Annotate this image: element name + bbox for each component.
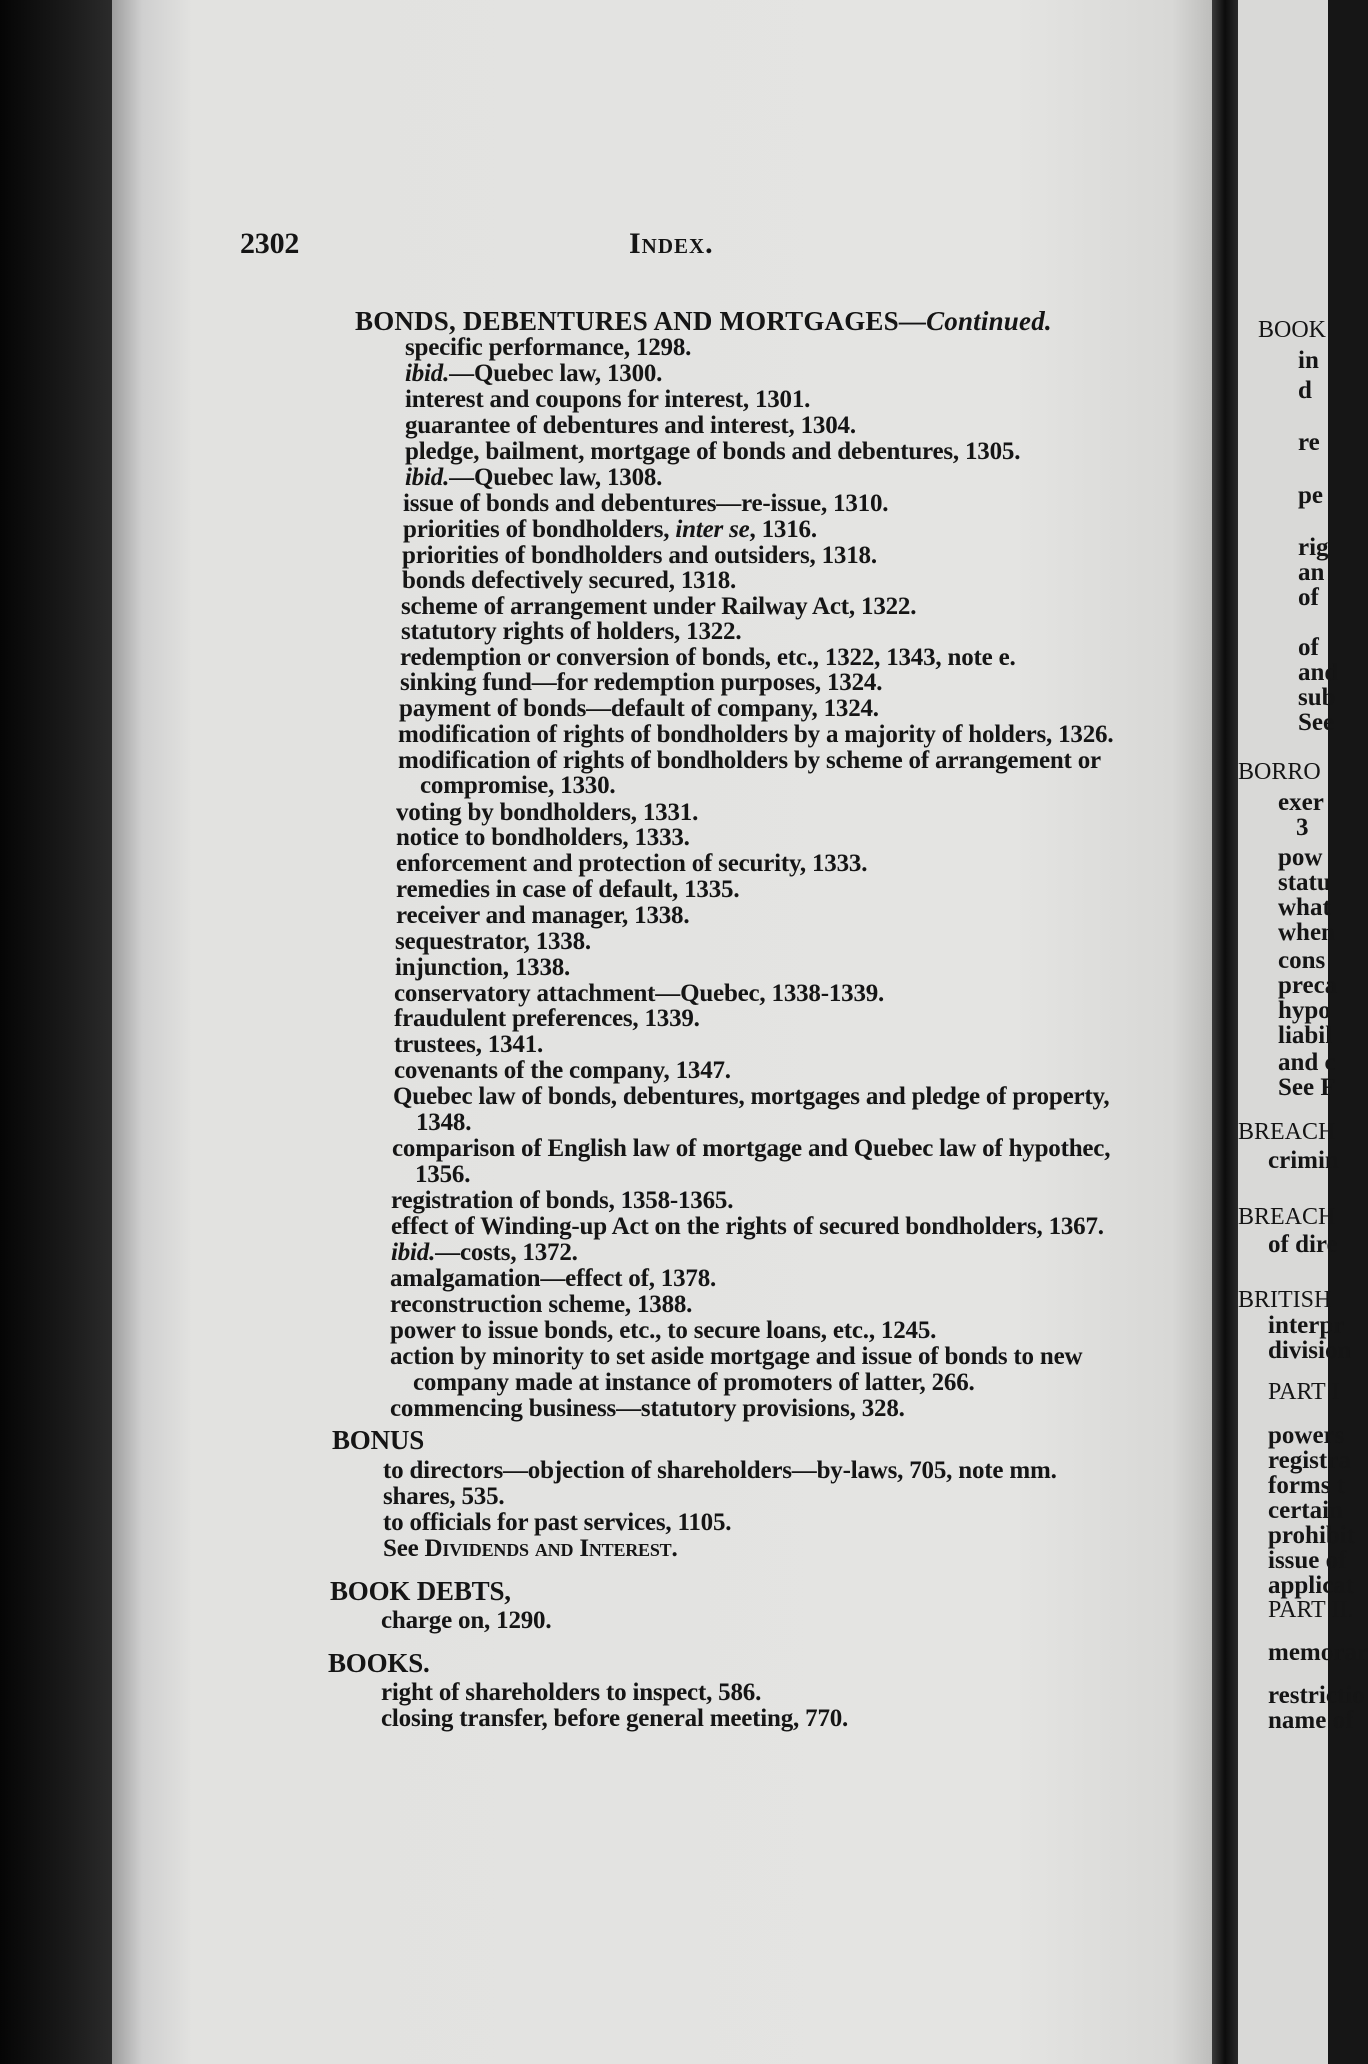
index-entry: notice to bondholders, 1333. <box>396 824 690 851</box>
index-entry: Quebec law of bonds, debentures, mortgages and pledge of property, <box>393 1083 1110 1110</box>
facing-page-fragment: and <box>1298 659 1339 686</box>
index-entry: statutory rights of holders, 1322. <box>401 618 742 645</box>
facing-page-fragment: pow <box>1278 844 1323 871</box>
index-entry: effect of Winding-up Act on the rights of secured bondholders, 1367. <box>391 1213 1104 1240</box>
facing-page-fragment: See F <box>1278 1074 1336 1101</box>
index-entry: ibid.—Quebec law, 1300. <box>405 360 663 387</box>
facing-page-fragment: powers <box>1268 1422 1345 1449</box>
facing-page-fragment: of <box>1298 584 1319 611</box>
index-entry: redemption or conversion of bonds, etc., 1322, 1343, note e. <box>400 644 1016 671</box>
facing-page <box>1238 0 1368 2064</box>
facing-page-fragment: and c <box>1278 1049 1336 1076</box>
index-entry: conservatory attachment—Quebec, 1338-1339. <box>394 980 885 1007</box>
facing-page-fragment: registra <box>1268 1447 1351 1474</box>
index-entry: charge on, 1290. <box>381 1607 552 1634</box>
facing-page-fragment: BREACH <box>1238 1119 1336 1145</box>
index-entry: injunction, 1338. <box>395 954 571 981</box>
facing-page-fragment: pe <box>1298 482 1323 509</box>
facing-page-fragment: rig <box>1298 534 1329 561</box>
index-entry: right of shareholders to inspect, 586. <box>381 1679 762 1706</box>
facing-page-fragment: re <box>1298 429 1320 456</box>
index-entry: commencing business—statutory provisions, 328. <box>390 1395 905 1422</box>
index-entry: to directors—objection of shareholders—by-laws, 705, note mm. <box>383 1457 1057 1484</box>
index-entry: sinking fund—for redemption purposes, 1324. <box>400 669 883 696</box>
index-entry: fraudulent preferences, 1339. <box>394 1005 700 1032</box>
facing-page-fragment: what <box>1278 894 1331 921</box>
index-entry: remedies in case of default, 1335. <box>396 876 740 903</box>
facing-page-fragment: an <box>1298 559 1325 586</box>
facing-page-fragment: hypo <box>1278 997 1331 1024</box>
facing-page-fragment: when <box>1278 919 1335 946</box>
index-entry: amalgamation—effect of, 1378. <box>390 1265 717 1292</box>
section-heading-bonus: BONUS <box>332 1425 425 1455</box>
facing-page-fragment: BRITISH <box>1238 1287 1332 1313</box>
facing-page-fragment: name of <box>1268 1707 1354 1734</box>
facing-page-fragment: interpr <box>1268 1312 1345 1339</box>
section-heading-books: BOOKS. <box>328 1648 430 1678</box>
index-entry: modification of rights of bondholders by a majority of holders, 1326. <box>398 721 1114 748</box>
index-entry: priorities of bondholders, inter se, 1316. <box>403 516 817 543</box>
index-entry: ibid.—Quebec law, 1308. <box>405 464 663 491</box>
index-entry: pledge, bailment, mortgage of bonds and debentures, 1305. <box>405 438 1021 465</box>
index-entry: trustees, 1341. <box>394 1031 544 1058</box>
index-entry: closing transfer, before general meeting, 770. <box>381 1705 849 1732</box>
facing-page-fragment: sub <box>1298 684 1336 711</box>
index-entry: shares, 535. <box>383 1483 505 1510</box>
facing-page-fragment: PART I <box>1268 1379 1340 1405</box>
facing-page-fragment: liabil <box>1278 1022 1333 1049</box>
facing-page-fragment: PART II. <box>1268 1597 1354 1623</box>
facing-page-fragment: BREACH <box>1238 1204 1336 1230</box>
section-heading-bonds: BONDS, DEBENTURES AND MORTGAGES—Continued. <box>355 306 1052 336</box>
facing-page-fragment: prohibit <box>1268 1522 1356 1549</box>
index-entry: issue of bonds and debentures—re-issue, 1310. <box>403 490 889 517</box>
page-number: 2302 <box>240 227 300 260</box>
show-through <box>752 338 758 364</box>
facing-page-fragment: certain <box>1268 1497 1343 1524</box>
book-spine-shadow <box>0 0 112 2064</box>
page-header: Index. <box>629 227 714 260</box>
index-entry: See Dividends and Interest. <box>383 1535 678 1562</box>
index-entry: action by minority to set aside mortgage and issue of bonds to new <box>390 1343 1083 1370</box>
facing-page-fragment: of dire <box>1268 1231 1338 1258</box>
index-entry: power to issue bonds, etc., to secure loans, etc., 1245. <box>390 1317 937 1344</box>
facing-page-fragment: issue of <box>1268 1547 1347 1574</box>
index-entry: enforcement and protection of security, 1333. <box>396 850 868 877</box>
book-gutter <box>1212 0 1238 2064</box>
facing-page-fragment: 3 <box>1296 814 1309 841</box>
facing-page-fragment: BOOK <box>1258 317 1327 343</box>
facing-page-fragment: forms t <box>1268 1472 1346 1499</box>
facing-page-fragment: division <box>1268 1337 1352 1364</box>
index-entry: specific performance, 1298. <box>405 334 692 361</box>
facing-page-fragment: d <box>1298 377 1312 404</box>
index-entry: modification of rights of bondholders by scheme of arrangement or <box>398 747 1101 774</box>
index-entry-continuation: company made at instance of promoters of latter, 266. <box>413 1369 975 1396</box>
facing-page-fragment: applicat <box>1268 1572 1355 1599</box>
index-entry: guarantee of debentures and interest, 1304. <box>405 412 856 439</box>
index-entry: voting by bondholders, 1331. <box>396 799 699 826</box>
facing-page-fragment: See <box>1298 709 1335 736</box>
facing-page-fragment: crimin <box>1268 1147 1339 1174</box>
index-entry: comparison of English law of mortgage and Quebec law of hypothec, <box>392 1135 1111 1162</box>
facing-page-fragment: in <box>1298 347 1319 374</box>
facing-page-fragment: statu <box>1278 869 1331 896</box>
index-entry: interest and coupons for interest, 1301. <box>405 386 811 413</box>
facing-page-fragment: of <box>1298 634 1319 661</box>
index-entry-continuation: 1356. <box>415 1161 471 1188</box>
index-entry: payment of bonds—default of company, 1324. <box>399 695 879 722</box>
facing-page-fragment: cons <box>1278 947 1326 974</box>
index-entry: sequestrator, 1338. <box>395 928 591 955</box>
index-entry-continuation: 1348. <box>416 1109 472 1136</box>
index-entry-continuation: compromise, 1330. <box>420 772 616 799</box>
facing-page-fragment: exer <box>1278 789 1324 816</box>
index-entry: receiver and manager, 1338. <box>396 902 690 929</box>
index-entry: to officials for past services, 1105. <box>383 1509 732 1536</box>
index-entry: registration of bonds, 1358-1365. <box>391 1187 734 1214</box>
facing-page-fragment: preca <box>1278 972 1338 999</box>
index-entry: scheme of arrangement under Railway Act, 1322. <box>401 593 917 620</box>
index-entry: reconstruction scheme, 1388. <box>390 1291 693 1318</box>
facing-page-fragment: BORRO <box>1238 759 1321 785</box>
facing-page-fragment: memorar <box>1268 1639 1368 1666</box>
index-entry: bonds defectively secured, 1318. <box>402 567 737 594</box>
index-entry: ibid.—costs, 1372. <box>391 1239 578 1266</box>
index-entry: priorities of bondholders and outsiders, 1318. <box>402 542 877 569</box>
section-heading-book-debts: BOOK DEBTS, <box>330 1576 511 1606</box>
index-entry: covenants of the company, 1347. <box>394 1057 731 1084</box>
facing-page-fragment: restrictio <box>1268 1682 1365 1709</box>
